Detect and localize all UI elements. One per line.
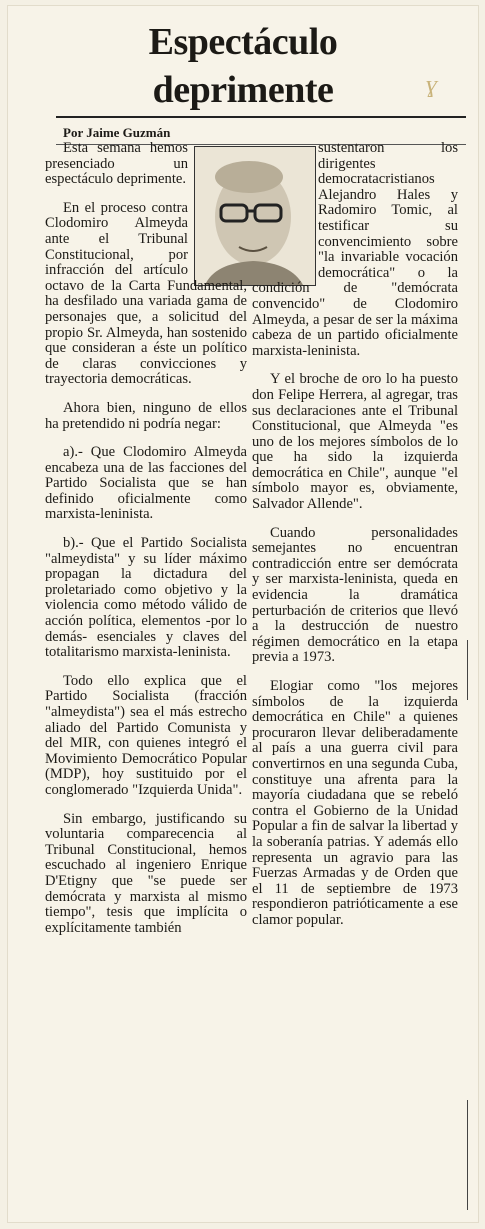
paragraph: Esta semana hemos presenciado un espectáculo deprimente. — [45, 140, 188, 188]
title-line-1: Espectáculo — [148, 21, 338, 63]
column-divider — [467, 640, 468, 700]
right-column — [252, 141, 458, 942]
column-divider — [467, 1100, 468, 1210]
paragraph: Elogiar como "los mejores símbolos de la izquierda democrática en Chile" a quienes procuraron llevar deliberadamente al país a una guerra civil para convertirnos en una segunda Cuba, constituye una afrenta para la mayoría ciudadana que se rebeló contra el Gobierno de la Unidad Popular a fin de salvar la libertad y la soberanía patrias. Y además ello representa un agravio para las Fuerzas Armadas y de Orden que el 11 de septiembre de 1973 respondieron patrióticamente a ese clamor popular. — [252, 678, 458, 928]
paragraph: Sin embargo, justificando su voluntaria comparecencia al Tribunal Constitucional, hemos escuchado al ingeniero Enrique D'Etigny que "se puede ser demócrata y marxista al mismo tiempo", tesis que implícita o explícitamente también — [45, 810, 247, 936]
paragraph: Cuando personalidades semejantes no encuentran contradicción entre ser demócrata y ser marxista-leninista, queda en evidencia la dramática perturbación de criterios que llevó a la destrucción de nuestro régimen democrático en la etapa previa a 1973. — [252, 524, 458, 666]
byline: Por Jaime Guzmán — [63, 125, 171, 140]
title-rule — [56, 116, 466, 118]
paragraph: b).- Que el Partido Socialista "almeydista" y su líder máximo propagan la dictadura del proletariado como objetivo y la violencia como método válido de acción política, elementos -por lo demás- esenciales y claves del totalitarismo marxista-leninista. — [45, 535, 247, 661]
title-line-2: deprimente — [152, 69, 334, 111]
paragraph: Todo ello explica que el Partido Socialista (fracción "almeydista") sea el más estrecho aliado del Partido Comunista y del MIR, con quienes integró el Movimiento Democrático Popular (MDP), hoy sustituido por el conglomerado "Izquierda Unida". — [45, 672, 247, 798]
paragraph: Y el broche de oro lo ha puesto don Felipe Herrera, al agregar, tras sus declaraciones ante el Tribunal Constitucional, que Almeyda "es uno de los mejores símbolos de lo que ha sido la izquierda democrática en Chile", aunque "el símbolo mayor es, obviamente, Salvador Allende". — [252, 371, 458, 513]
paragraph: Ahora bien, ninguno de ellos ha pretendido ni podría negar: — [45, 399, 247, 432]
paragraph: En el proceso contra Clodomiro Almeyda ante el Tribunal Constitucional, por infracción del artículo octavo de la Carta Fundamental, ha desfilado una variada gama de personajes que, a solicitud del propio Sr. Almeyda, han sostenido que consideran a éste un político de claras convicciones y trayectoria democráticas. — [45, 199, 247, 388]
left-column — [45, 141, 247, 949]
paragraph: sustentaron los dirigentes democratacristianos Alejandro Hales y Radomiro Tomic, al testificar su convencimiento sobre "la invariable vocación democrática" o la condición de "demócrata convencido" de Clodomiro Almeyda, a pesar de ser la máxima cabeza de un partido oficialmente marxista-leninista. — [252, 140, 458, 359]
handwritten-mark: ɣ — [426, 72, 438, 98]
article-title — [8, 18, 478, 114]
paragraph: a).- Que Clodomiro Almeyda encabeza una de las facciones del Partido Socialista que se han definido oficialmente como marxista-leninista. — [45, 444, 247, 523]
